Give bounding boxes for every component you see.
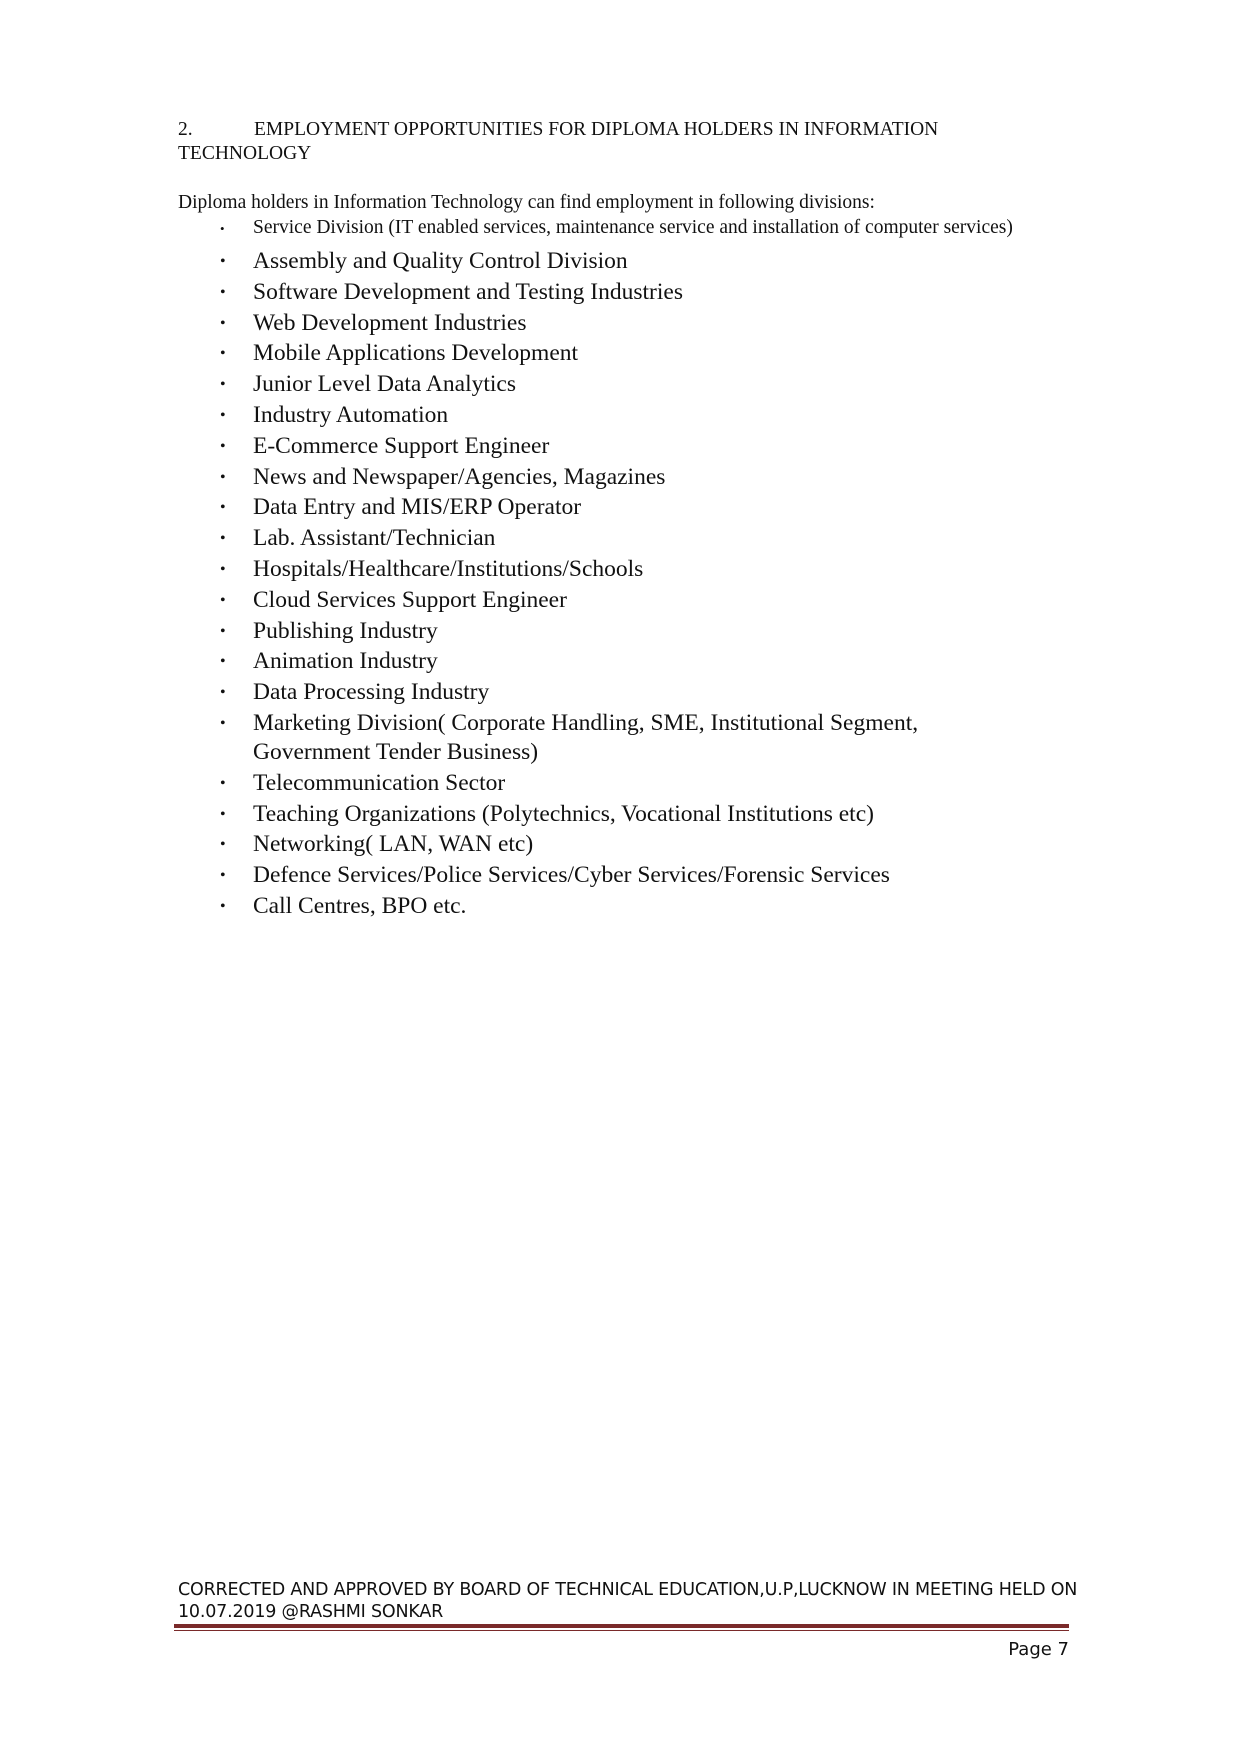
bullet-icon: •: [220, 560, 226, 578]
list-item-text: Data Entry and MIS/ERP Operator: [253, 494, 582, 521]
footer-rule-thick: [174, 1624, 1069, 1628]
list-item: [0, 709, 1013, 767]
list-item-text: Assembly and Quality Control Division: [253, 248, 628, 274]
list-item: [0, 769, 1013, 798]
list-item-text: Animation Industry: [253, 648, 438, 675]
list-item-text: Data Processing Industry: [253, 679, 490, 706]
intro-paragraph: Diploma holders in Information Technology can find employment in following divisions:: [178, 192, 875, 213]
bullet-icon: •: [220, 468, 226, 486]
list-item: [0, 247, 1013, 276]
list-item: [0, 586, 1013, 615]
bullet-icon: •: [220, 221, 225, 236]
bullet-icon: •: [220, 684, 226, 702]
list-item-text: Software Development and Testing Industries: [253, 278, 683, 305]
list-item-text: Call Centres, BPO etc.: [253, 892, 467, 919]
bullet-icon: •: [220, 314, 226, 332]
bullet-icon: •: [220, 437, 226, 455]
list-item-text: Teaching Organizations (Polytechnics, Vocational Institutions etc): [253, 800, 874, 827]
list-item: [0, 678, 1013, 707]
bullet-icon: •: [220, 591, 226, 609]
list-item-text: Marketing Division( Corporate Handling, SME, Institutional Segment, Government Tender Business): [253, 709, 919, 765]
list-item-text: Cloud Services Support Engineer: [253, 586, 567, 613]
list-item: [0, 216, 1013, 240]
list-item: [0, 463, 1013, 492]
list-item-text: Defence Services/Police Services/Cyber Services/Forensic Services: [253, 862, 890, 889]
bullet-icon: •: [220, 653, 226, 671]
list-item-text: Web Development Industries: [253, 309, 527, 336]
list-item: [0, 278, 1013, 307]
list-item: [0, 370, 1013, 399]
list-item: [0, 401, 1013, 430]
list-item-text: Industry Automation: [253, 401, 449, 428]
list-item: [0, 830, 1013, 859]
bullet-icon: •: [220, 376, 226, 394]
employment-list: [0, 216, 1013, 923]
list-item-text: Mobile Applications Development: [253, 340, 579, 367]
list-item: [0, 309, 1013, 338]
list-item: [0, 339, 1013, 368]
list-item-text: Junior Level Data Analytics: [253, 371, 516, 398]
footer-approval-note: CORRECTED AND APPROVED BY BOARD OF TECHNICAL EDUCATION,U.P,LUCKNOW IN MEETING HELD ON 10.07.2019 @RASHMI SONKAR: [178, 1580, 1078, 1622]
section-heading: [178, 118, 1038, 166]
bullet-icon: •: [220, 253, 226, 270]
bullet-icon: •: [220, 345, 226, 363]
list-item: [0, 524, 1013, 553]
list-item: [0, 861, 1013, 890]
bullet-icon: •: [220, 805, 226, 823]
list-item: [0, 892, 1013, 921]
list-item: [0, 617, 1013, 646]
bullet-icon: •: [220, 897, 226, 915]
bullet-icon: •: [220, 406, 226, 424]
list-item: [0, 555, 1013, 584]
list-item-text: Service Division (IT enabled services, maintenance service and installation of computer services): [253, 217, 1013, 238]
section-title: EMPLOYMENT OPPORTUNITIES FOR DIPLOMA HOLDERS IN INFORMATION TECHNOLOGY: [178, 119, 939, 164]
bullet-icon: •: [220, 283, 226, 301]
bullet-icon: •: [220, 499, 226, 517]
section-number: 2.: [178, 119, 193, 140]
bullet-icon: •: [220, 836, 226, 854]
list-item: [0, 432, 1013, 461]
bullet-icon: •: [220, 622, 226, 640]
bullet-icon: •: [220, 714, 226, 732]
page-number: Page 7: [1008, 1639, 1069, 1660]
list-item-text: Hospitals/Healthcare/Institutions/Schools: [253, 555, 644, 582]
bullet-icon: •: [220, 774, 226, 792]
list-item: [0, 800, 1013, 829]
list-item-text: Publishing Industry: [253, 617, 438, 644]
list-item: [0, 647, 1013, 676]
list-item-text: Telecommunication Sector: [253, 769, 506, 796]
bullet-icon: •: [220, 867, 226, 885]
list-item-text: E-Commerce Support Engineer: [253, 432, 550, 459]
list-item: [0, 493, 1013, 522]
list-item-text: Lab. Assistant/Technician: [253, 525, 496, 552]
bullet-icon: •: [220, 530, 226, 548]
footer-rule-thin: [174, 1630, 1069, 1631]
list-item-text: News and Newspaper/Agencies, Magazines: [253, 463, 666, 490]
list-item-text: Networking( LAN, WAN etc): [253, 831, 534, 858]
